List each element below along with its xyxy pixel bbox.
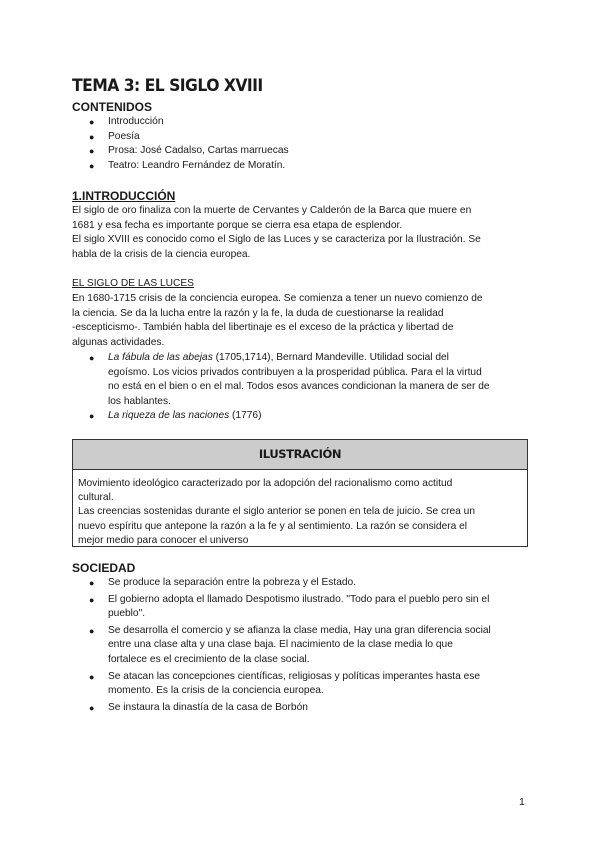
list-item: ● El gobierno adopta el llamado Despotismo ilustrado. "Todo para el pueblo pero sin el pueblo". (89, 593, 490, 620)
page-number: 1 (519, 796, 525, 808)
list-item: ● Teatro: Leandro Fernández de Moratín. (72, 159, 528, 174)
bullet-icon: ● (89, 411, 95, 422)
ilustracion-box (72, 439, 528, 547)
bullet-icon: ● (89, 353, 95, 363)
bullet-icon: ● (89, 131, 95, 142)
bullet-icon: ● (89, 160, 95, 171)
sociedad-heading: SOCIEDAD (72, 561, 136, 575)
bullet-icon: ● (89, 594, 95, 605)
intro-paragraph: El siglo de oro finaliza con la muerte de Cervantes y Calderón de la Barca que muere en 1681 y esa fecha es importante porque se cierra esa etapa de esplendor. El siglo XVIII es conocido como el Siglo de las Luces y se caracteriza por la Ilustración. Se habla de la crisis de la ciencia europea. (72, 205, 481, 260)
list-item: ● La riqueza de las naciones (1776) (72, 409, 528, 424)
luces-list (72, 351, 528, 424)
luces-heading: EL SIGLO DE LAS LUCES (72, 278, 194, 289)
list-item: ● Prosa: José Cadalso, Cartas marruecas (72, 144, 528, 159)
contenidos-list (72, 115, 528, 173)
sociedad-list (72, 576, 528, 715)
luces-paragraph: En 1680-1715 crisis de la conciencia europea. Se comienza a tener un nuevo comienzo de la ciencia. Se da la lucha entre la razón y la fe, la duda de cuestionarse la realidad -escepticismo-. También habla del libertinaje es el exceso de la práctica y libertad de algunas actividades. (72, 293, 483, 348)
bullet-icon: ● (89, 702, 95, 713)
list-item: ● Se instaura la dinastía de la casa de Borbón (72, 701, 528, 716)
ilustracion-heading: ILUSTRACIÓN (73, 440, 527, 470)
list-item: ● Se atacan las concepciones científicas, religiosas y políticas imperantes hasta ese momento. Es la crisis de la conciencia europea. (89, 670, 481, 697)
bullet-icon: ● (89, 117, 95, 127)
bullet-icon: ● (89, 578, 95, 588)
list-item: ● Introducción (72, 115, 528, 130)
list-item: ● Se desarrolla el comercio y se afianza la clase media, Hay una gran diferencia social entre una clase alta y una clase baja. El nacimiento de la clase media lo que fortalece es el crecimiento de la clase social. (89, 624, 491, 665)
page-title: TEMA 3: EL SIGLO XVIII (72, 76, 263, 96)
bullet-icon: ● (89, 146, 95, 157)
bullet-icon: ● (89, 671, 95, 682)
list-item: ● La fábula de las abejas (1705,1714), Bernard Mandeville. Utilidad social del egoísmo. Los vicios privados contribuyen a la prosperidad pública. Para el la virtud no está en el bien o en el mal. Todos esos avances condicionan la manera de ser de los hablantes. (89, 352, 490, 407)
list-item: ● Se produce la separación entre la pobreza y el Estado. (72, 576, 528, 591)
intro-heading: 1.INTRODUCCIÓN (72, 189, 176, 203)
contenidos-heading: CONTENIDOS (72, 100, 153, 114)
ilustracion-body: Movimiento ideológico caracterizado por la adopción del racionalismo como actitud cultural. Las creencias sostenidas durante el siglo anterior se ponen en tela de juicio. Se crea un nuevo espíritu que antepone la razón a la fe y al sentimiento. La razón se considera el mejor medio para conocer el universo (78, 478, 475, 546)
bullet-icon: ● (89, 625, 95, 636)
list-item: ● Poesía (72, 130, 528, 145)
